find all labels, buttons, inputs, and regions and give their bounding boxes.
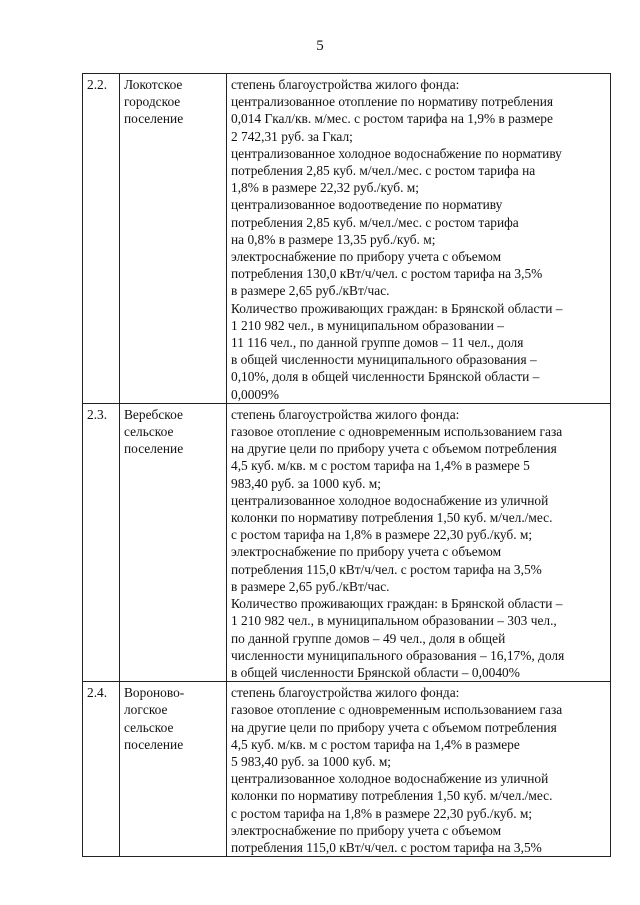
- description-line: 1 210 982 чел., в муниципальном образовании – 303 чел.,: [231, 613, 557, 629]
- description-line: газовое отопление с одновременным использованием газа: [231, 424, 563, 440]
- description-line: 1 210 982 чел., в муниципальном образовании –: [231, 317, 504, 333]
- settlement-name: [120, 403, 227, 681]
- settlement-name: [120, 74, 227, 404]
- settlement-name-line: поселение: [124, 736, 184, 752]
- description-line: Количество проживающих граждан: в Брянской области –: [231, 596, 563, 612]
- settlement-description: [227, 74, 611, 404]
- description-line: потребления 115,0 кВт/ч/чел. с ростом тарифа на 3,5%: [231, 839, 542, 855]
- description-line: в общей численности Брянской области – 0,0040%: [231, 664, 520, 680]
- description-line: колонки по нормативу потребления 1,50 куб. м/чел./мес.: [231, 788, 553, 804]
- description-line: колонки по нормативу потребления 1,50 куб. м/чел./мес.: [231, 510, 553, 526]
- description-line: потребления 2,85 куб. м/чел./мес. с ростом тарифа: [231, 214, 519, 230]
- settlement-name-line: сельское: [124, 424, 174, 440]
- table-row: [83, 74, 611, 404]
- settlement-name-line: городское: [124, 94, 181, 110]
- page-number: 5: [316, 38, 324, 54]
- description-line: 5 983,40 руб. за 1000 куб. м;: [231, 753, 392, 769]
- settlement-description: [227, 403, 611, 681]
- description-line: на 0,8% в размере 13,35 руб./куб. м;: [231, 231, 436, 247]
- description-line: Количество проживающих граждан: в Брянской области –: [231, 300, 563, 316]
- description-line: степень благоустройства жилого фонда:: [231, 77, 460, 92]
- row-number: 2.4.: [83, 682, 120, 857]
- settlement-name-line: Вороново-: [124, 685, 185, 701]
- description-line: потребления 115,0 кВт/ч/чел. с ростом тарифа на 3,5%: [231, 561, 542, 577]
- row-number: 2.3.: [83, 403, 120, 681]
- description-line: электроснабжение по прибору учета с объемом: [231, 544, 502, 560]
- description-line: потребления 130,0 кВт/ч/чел. с ростом тарифа на 3,5%: [231, 266, 543, 282]
- description-line: с ростом тарифа на 1,8% в размере 22,30 руб./куб. м;: [231, 805, 533, 821]
- settlement-description: [227, 682, 611, 857]
- description-line: централизованное отопление по нормативу потребления: [231, 94, 554, 110]
- table-row: [83, 403, 611, 681]
- description-line: в размере 2,65 руб./кВт/час.: [231, 578, 390, 594]
- description-line: 4,5 куб. м/кв. м с ростом тарифа на 1,4% в размере: [231, 736, 520, 752]
- description-line: централизованное холодное водоснабжение по нормативу: [231, 145, 562, 161]
- settlement-name-line: сельское: [124, 719, 174, 735]
- settlement-name-line: Локотское: [124, 77, 183, 92]
- description-line: степень благоустройства жилого фонда:: [231, 406, 460, 422]
- description-line: 11 116 чел., по данной группе домов – 11 чел., доля: [231, 335, 524, 351]
- description-line: централизованное холодное водоснабжение из уличной: [231, 492, 549, 508]
- description-line: 0,10%, доля в общей численности Брянской области –: [231, 369, 540, 385]
- settlement-name: [120, 682, 227, 857]
- description-line: электроснабжение по прибору учета с объемом: [231, 822, 502, 838]
- settlement-name-line: поселение: [124, 441, 184, 457]
- description-line: централизованное водоотведение по нормативу: [231, 197, 503, 213]
- description-line: 4,5 куб. м/кв. м с ростом тарифа на 1,4% в размере 5: [231, 458, 530, 474]
- description-line: на другие цели по прибору учета с объемом потребления: [231, 441, 557, 457]
- description-line: 0,014 Гкал/кв. м/мес. с ростом тарифа на 1,9% в размере: [231, 111, 553, 127]
- description-line: на другие цели по прибору учета с объемом потребления: [231, 719, 557, 735]
- description-line: 2 742,31 руб. за Гкал;: [231, 128, 353, 144]
- row-number: 2.2.: [83, 74, 120, 404]
- description-line: в размере 2,65 руб./кВт/час.: [231, 283, 390, 299]
- settlements-table: [82, 73, 611, 857]
- description-line: 0,0009%: [231, 386, 279, 402]
- description-line: 983,40 руб. за 1000 куб. м;: [231, 475, 381, 491]
- table-row: [83, 682, 611, 857]
- settlement-name-line: логское: [124, 702, 168, 718]
- description-line: газовое отопление с одновременным использованием газа: [231, 702, 563, 718]
- description-line: потребления 2,85 куб. м/чел./мес. с ростом тарифа на: [231, 163, 536, 179]
- settlement-name-line: поселение: [124, 111, 184, 127]
- description-line: электроснабжение по прибору учета с объемом: [231, 249, 502, 265]
- description-line: с ростом тарифа на 1,8% в размере 22,30 руб./куб. м;: [231, 527, 533, 543]
- description-line: 1,8% в размере 22,32 руб./куб. м;: [231, 180, 419, 196]
- description-line: степень благоустройства жилого фонда:: [231, 685, 460, 701]
- description-line: по данной группе домов – 49 чел., доля в общей: [231, 630, 506, 646]
- description-line: в общей численности муниципального образования –: [231, 352, 537, 368]
- settlement-name-line: Веребское: [124, 406, 183, 422]
- description-line: централизованное холодное водоснабжение из уличной: [231, 771, 549, 787]
- description-line: численности муниципального образования – 16,17%, доля: [231, 647, 565, 663]
